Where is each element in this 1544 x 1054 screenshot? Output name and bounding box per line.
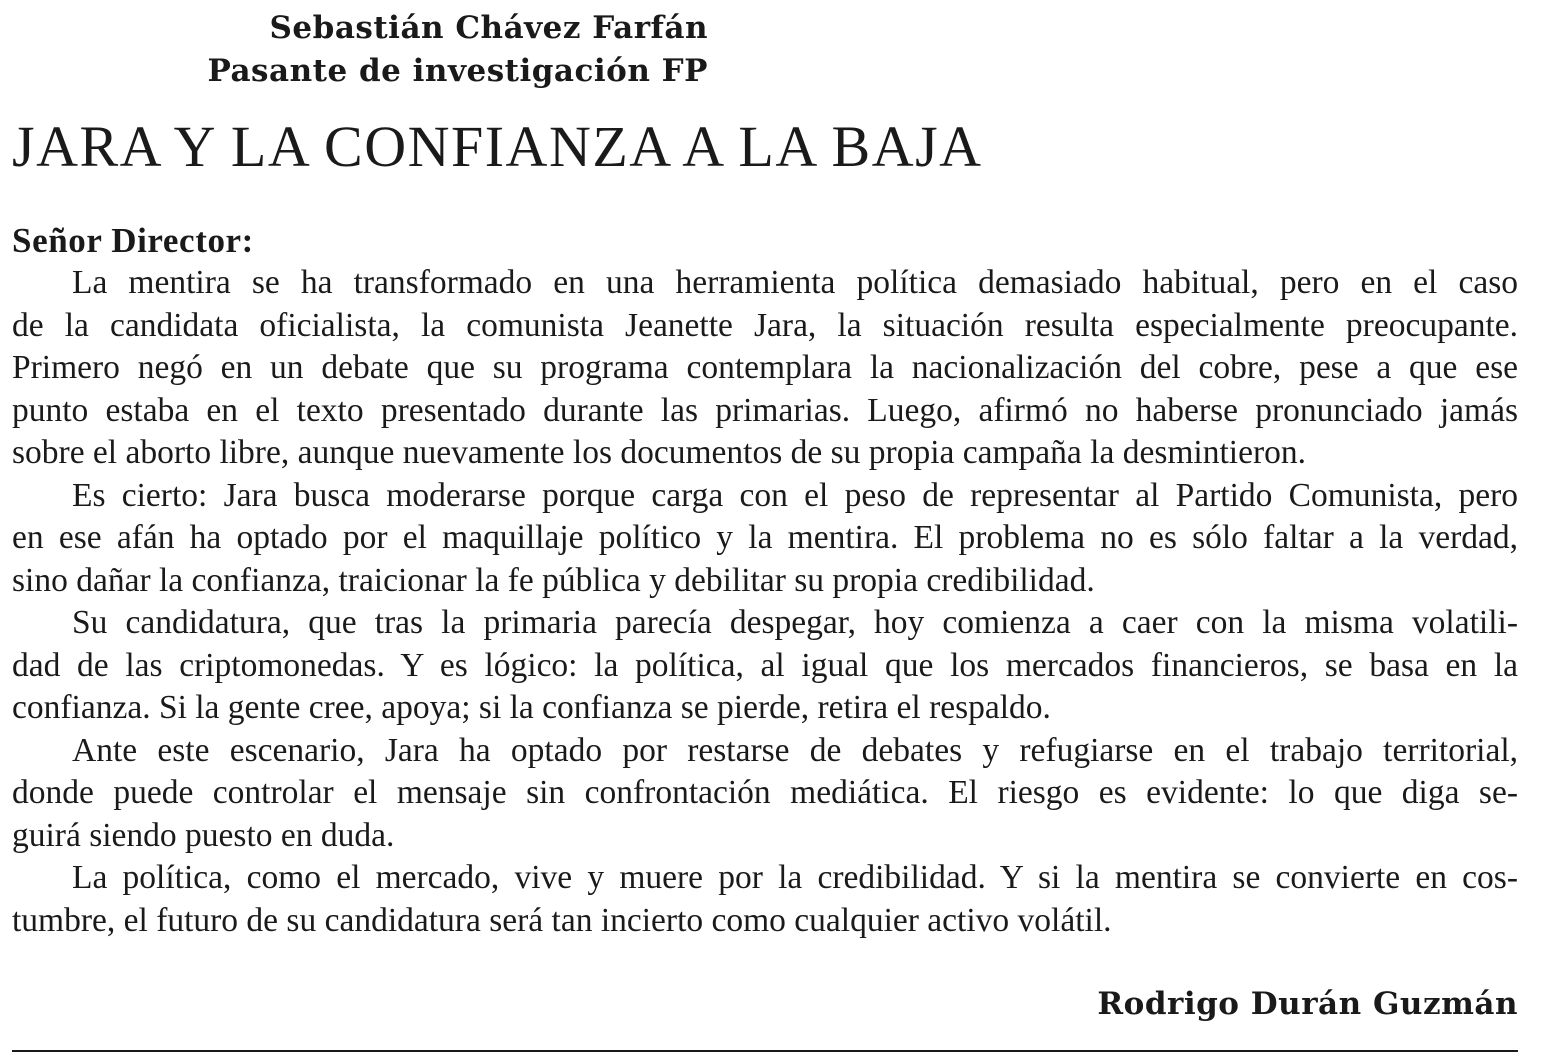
previous-letter-author-role: Pasante de investigación FP <box>207 53 708 89</box>
text-line: confianza. Si la gente cree, apoya; si la confianza se pierde, retira el respaldo. <box>12 689 1051 726</box>
previous-letter-author: Sebastián Chávez Farfán <box>269 10 708 46</box>
letter-headline: JARA Y LA CONFIANZA A LA BAJA <box>12 114 983 179</box>
text-line: en ese afán ha optado por el maquillaje político y la mentira. El problema no es sólo faltar a la verdad, <box>12 519 1518 556</box>
column-divider <box>12 1050 1518 1052</box>
text-line: Primero negó en un debate que su programa contemplara la nacionalización del cobre, pese a que ese <box>12 349 1518 386</box>
letter-paragraph-5 <box>12 857 1518 942</box>
text-line: donde puede controlar el mensaje sin confrontación mediática. El riesgo es evidente: lo que diga se- <box>12 774 1518 811</box>
text-line: sino dañar la confianza, traicionar la fe pública y debilitar su propia credibilidad. <box>12 561 1095 599</box>
text-line: dad de las criptomonedas. Y es lógico: la política, al igual que los mercados financieros, se basa en la <box>12 646 1518 684</box>
text-line: guirá siendo puesto en duda. <box>12 816 395 854</box>
text-line: Ante este escenario, Jara ha optado por restarse de debates y refugiarse en el trabajo territorial, <box>72 731 1518 769</box>
letter-salutation: Señor Director: <box>12 221 254 260</box>
letter-paragraph-3 <box>12 602 1518 730</box>
text-line: tumbre, el futuro de su candidatura será tan incierto como cualquier activo volátil. <box>12 901 1112 939</box>
letter-signature: Rodrigo Durán Guzmán <box>1097 986 1518 1022</box>
letter-body <box>12 262 1518 942</box>
text-line: La mentira se ha transformado en una herramienta política demasiado habitual, pero en el caso <box>72 264 1518 301</box>
text-line: Es cierto: Jara busca moderarse porque carga con el peso de representar al Partido Comunista, pero <box>72 476 1518 514</box>
letter-paragraph-1 <box>12 262 1518 475</box>
text-line: de la candidata oficialista, la comunista Jeanette Jara, la situación resulta especialmente preocupante. <box>12 306 1518 344</box>
text-line: La política, como el mercado, vive y muere por la credibilidad. Y si la mentira se convierte en cos- <box>72 859 1518 896</box>
letter-paragraph-4 <box>12 730 1518 858</box>
letter-paragraph-2 <box>12 475 1518 603</box>
text-line: sobre el aborto libre, aunque nuevamente los documentos de su propia campaña la desmintieron. <box>12 434 1307 471</box>
text-line: punto estaba en el texto presentado durante las primarias. Luego, afirmó no haberse pronunciado jamás <box>12 391 1518 429</box>
text-line: Su candidatura, que tras la primaria parecía despegar, hoy comienza a caer con la misma volatili- <box>72 604 1518 641</box>
